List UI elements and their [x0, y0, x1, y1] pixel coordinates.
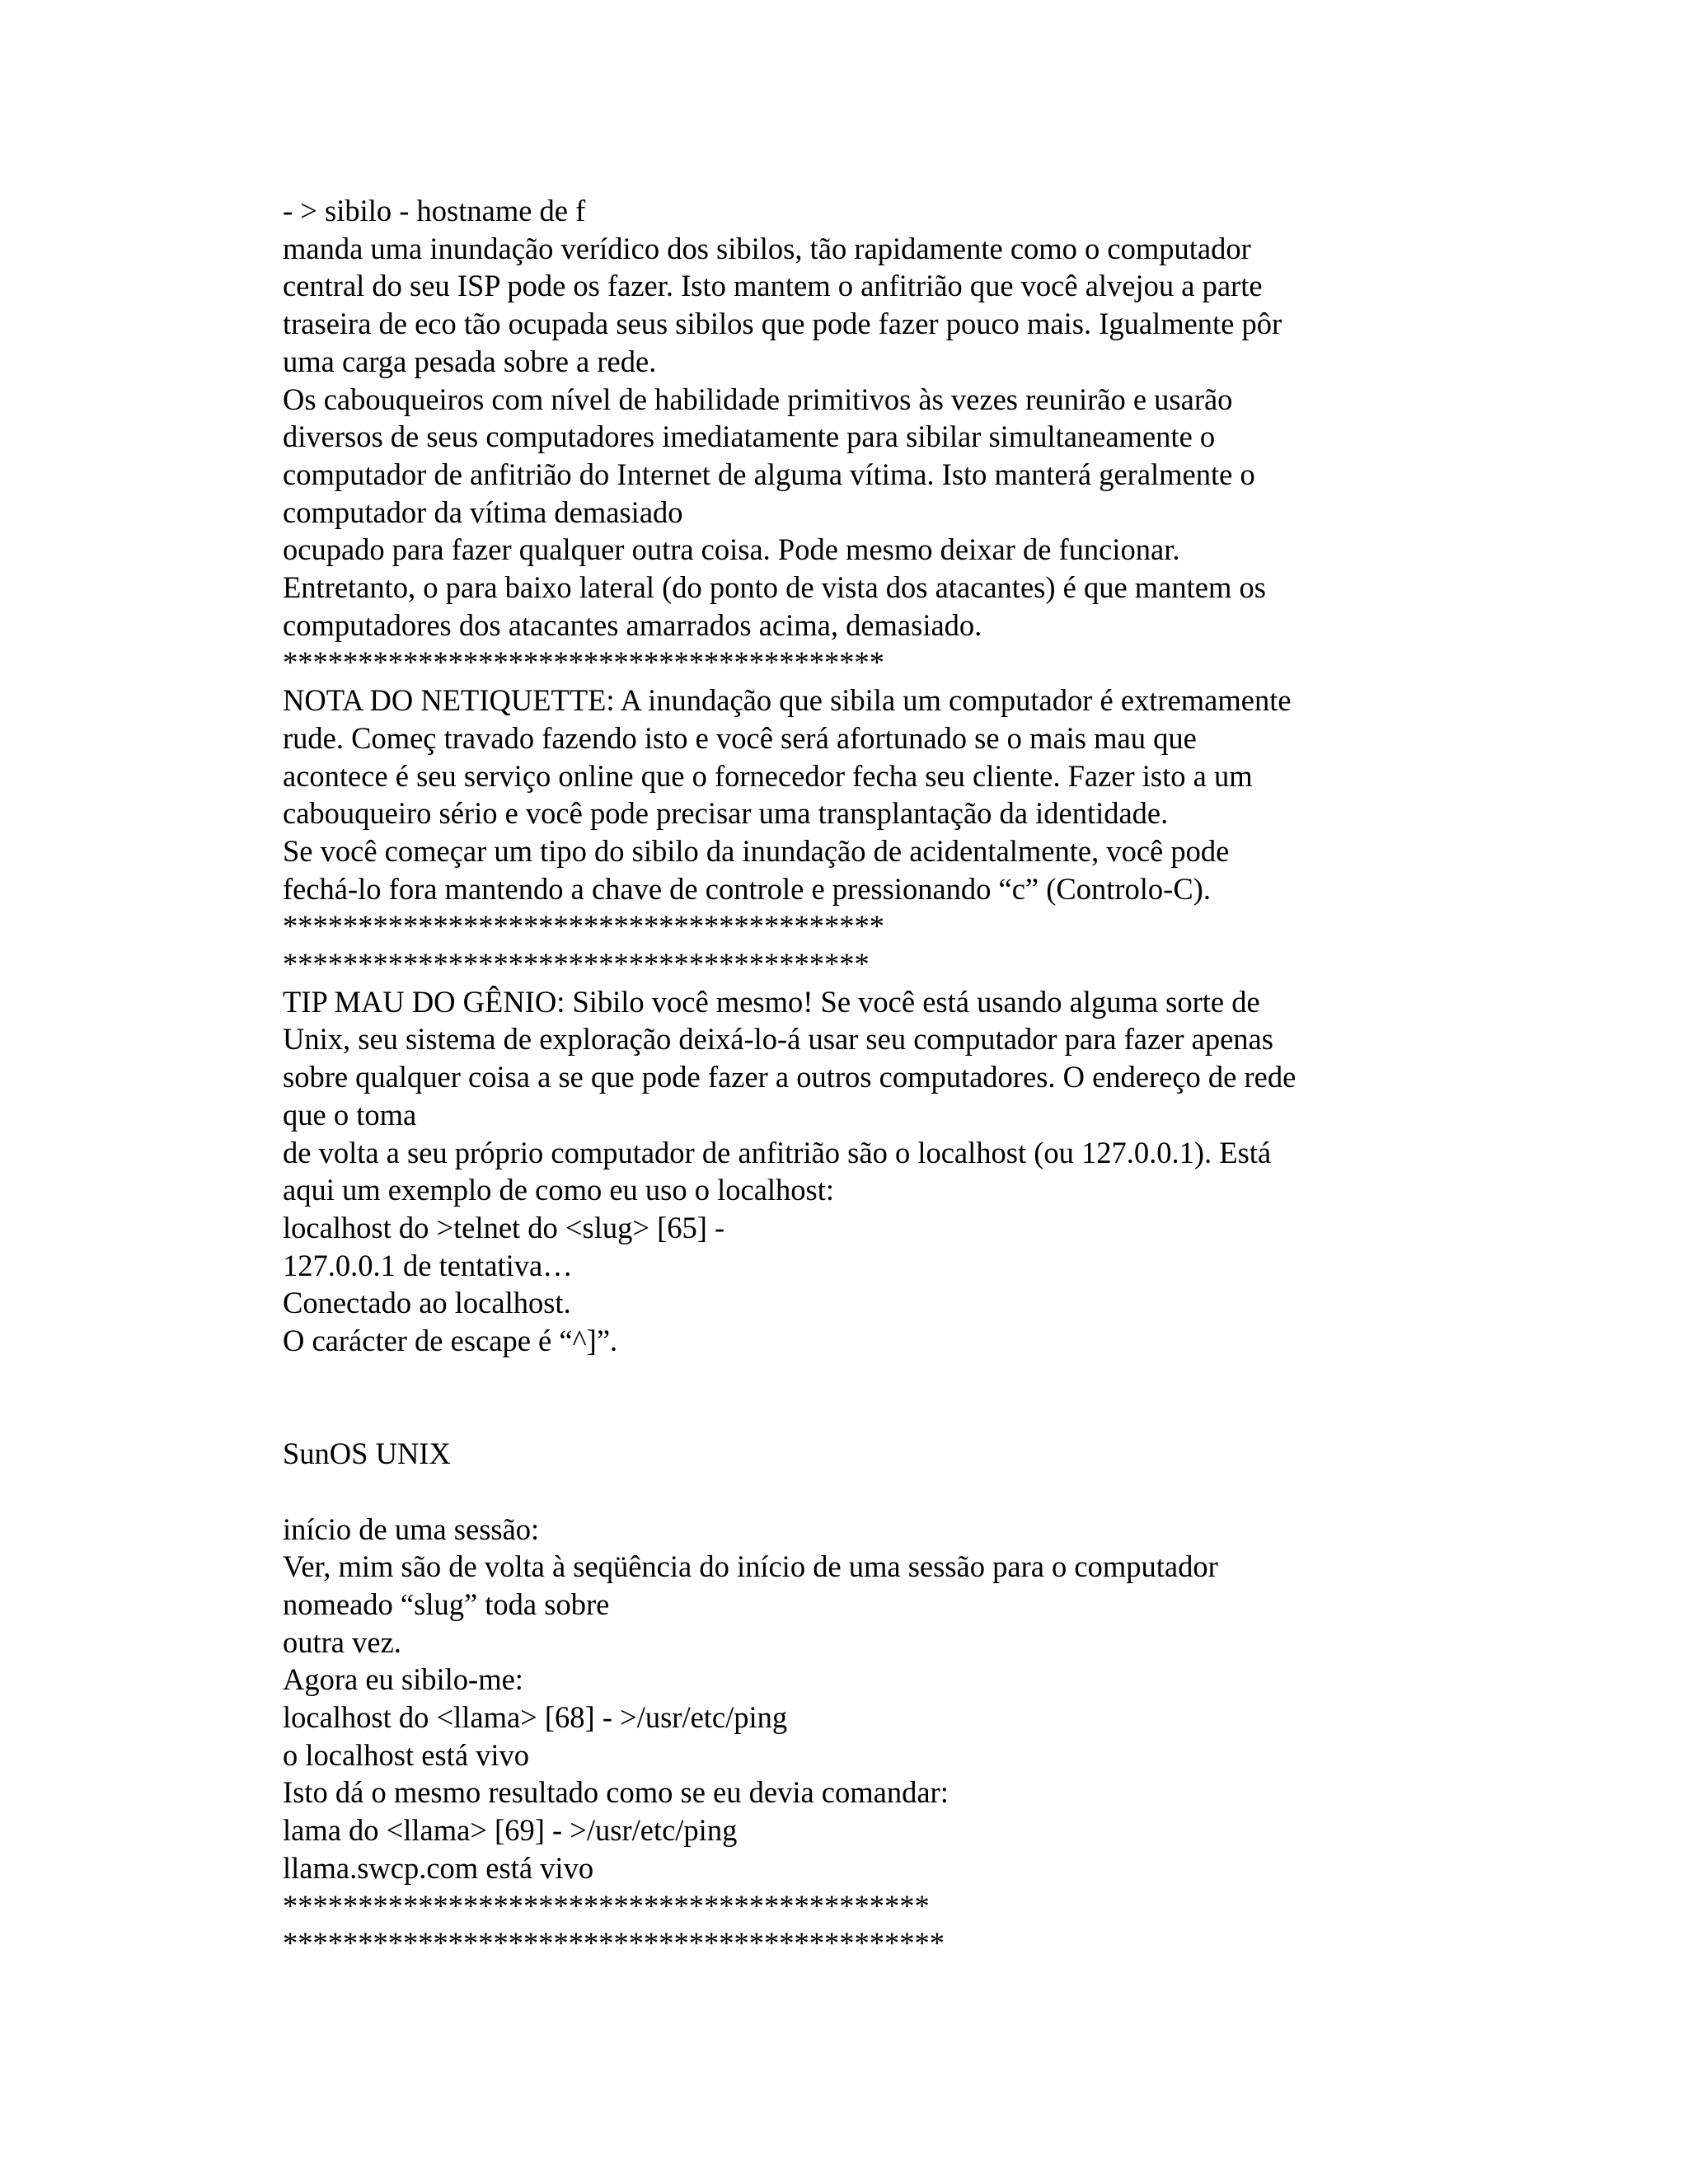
text-line: fechá-lo fora mantendo a chave de controle e pressionando “c” (Controlo-C). [283, 871, 1211, 906]
document-body [283, 192, 1437, 1962]
blank-line [283, 1397, 1437, 1435]
text-line: ocupado para fazer qualquer outra coisa. Pode mesmo deixar de funcionar. [283, 532, 1180, 567]
separator-line: *************************************** [283, 947, 870, 982]
text-line: outra vez. [283, 1624, 401, 1659]
text-line: computador de anfitrião do Internet de alguma vítima. Isto manterá geralmente o [283, 457, 1255, 491]
text-line: Agora eu sibilo-me: [283, 1662, 523, 1697]
separator-line: ******************************************** [283, 1926, 945, 1961]
separator-line: **************************************** [283, 909, 884, 944]
text-line: uma carga pesada sobre a rede. [283, 344, 657, 378]
text-line: Conectado ao localhost. [283, 1286, 571, 1320]
text-line: Unix, seu sistema de exploração deixá-lo-á usar seu computador para fazer apenas [283, 1022, 1273, 1057]
text-line: computadores dos atacantes amarrados acima, demasiado. [283, 607, 982, 642]
text-line: o localhost está vivo [283, 1737, 530, 1772]
text-line: 127.0.0.1 de tentativa… [283, 1248, 573, 1282]
separator-line: **************************************** [283, 645, 884, 680]
section-heading: SunOS UNIX [283, 1436, 451, 1471]
text-line: Se você começar um tipo do sibilo da inundação de acidentalmente, você pode [283, 833, 1230, 868]
text-line: - > sibilo - hostname de f [283, 194, 586, 227]
text-line: aqui um exemplo de como eu uso o localhost: [283, 1173, 835, 1207]
text-line: NOTA DO NETIQUETTE: A inundação que sibila um computador é extremamente [283, 683, 1292, 718]
separator-line: ******************************************* [283, 1888, 930, 1923]
text-line: cabouqueiro sério e você pode precisar uma transplantação da identidade. [283, 796, 1169, 831]
text-line: Entretanto, o para baixo lateral (do ponto de vista dos atacantes) é que mantem os [283, 570, 1266, 605]
text-line: TIP MAU DO GÊNIO: Sibilo você mesmo! Se você está usando alguma sorte de [283, 984, 1260, 1019]
text-line: sobre qualquer coisa a se que pode fazer a outros computadores. O endereço de rede [283, 1060, 1296, 1094]
text-line: de volta a seu próprio computador de anfitrião são o localhost (ou 127.0.0.1). Está [283, 1135, 1272, 1169]
text-line: localhost do >telnet do <slug> [65] - [283, 1210, 725, 1244]
blank-line [283, 1360, 1437, 1398]
text-line: lama do <llama> [69] - >/usr/etc/ping [283, 1813, 738, 1848]
text-line: computador da vítima demasiado [283, 494, 683, 529]
text-line: llama.swcp.com está vivo [283, 1850, 594, 1885]
text-line: acontece é seu serviço online que o fornecedor fecha seu cliente. Fazer isto a um [283, 758, 1253, 793]
text-line: O carácter de escape é “^]”. [283, 1324, 618, 1358]
text-line: início de uma sessão: [283, 1511, 540, 1546]
text-line: Isto dá o mesmo resultado como se eu devia comandar: [283, 1775, 949, 1810]
text-line: central do seu ISP pode os fazer. Isto mantem o anfitrião que você alvejou a parte [283, 269, 1263, 303]
text-line: que o toma [283, 1097, 417, 1132]
text-line: rude. Começ travado fazendo isto e você será afortunado se o mais mau que [283, 720, 1197, 755]
text-line: traseira de eco tão ocupada seus sibilos que pode fazer pouco mais. Igualmente pôr [283, 307, 1282, 341]
text-line: Ver, mim são de volta à seqüência do início de uma sessão para o computador [283, 1549, 1218, 1584]
text-line: localhost do <llama> [68] - >/usr/etc/ping [283, 1700, 788, 1735]
text-line: nomeado “slug” toda sobre [283, 1586, 610, 1621]
text-line: Os cabouqueiros com nível de habilidade primitivos às vezes reunirão e usarão [283, 382, 1233, 416]
blank-line [283, 1473, 1437, 1511]
text-line: manda uma inundação verídico dos sibilos, tão rapidamente como o computador [283, 231, 1251, 265]
text-line: diversos de seus computadores imediatamente para sibilar simultaneamente o [283, 419, 1216, 454]
